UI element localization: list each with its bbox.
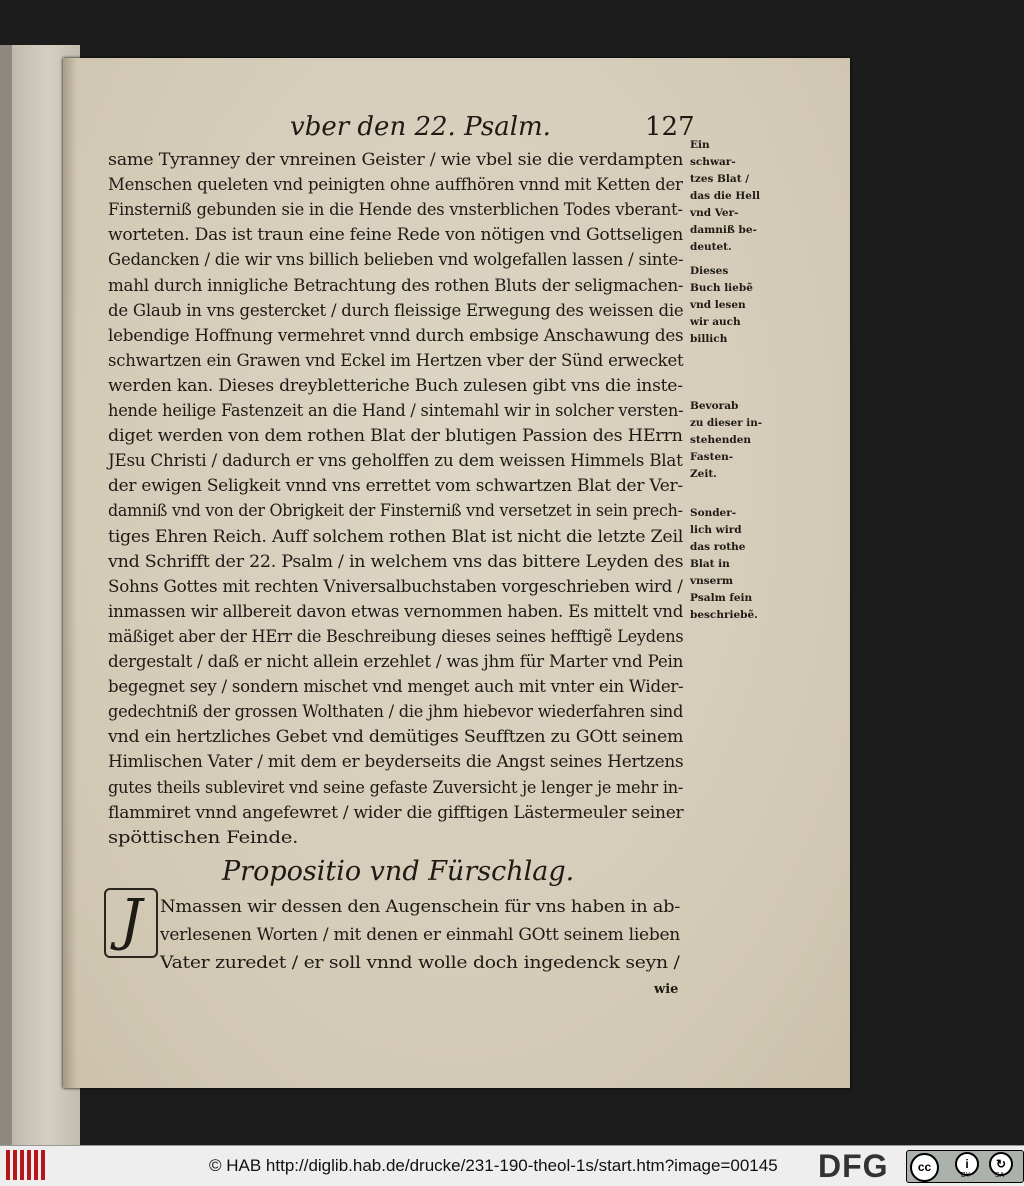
text-line: schwartzen ein Grawen vnd Eckel im Hertzen vber der Sünd erwecket xyxy=(108,350,684,371)
text-line: Finsterniß gebunden sie in die Hende des vnsterblichen Todes vberant- xyxy=(108,200,683,221)
text-line: diget werden von dem rothen Blat der blutigen Passion des HErrn xyxy=(108,426,683,447)
text-line: mahl durch innigliche Betrachtung des rothen Bluts der seligmachen- xyxy=(108,275,684,296)
text-line: Vater zuredet / er soll vnnd wolle doch ingedenck seyn / xyxy=(160,953,680,973)
text-line: verlesenen Worten / mit denen er einmahl GOtt seinem lieben xyxy=(160,925,680,945)
catchword: wie xyxy=(654,982,679,997)
margin-note-line: Psalm fein xyxy=(690,592,753,604)
text-line: werden kan. Dieses dreybletteriche Buch zulesen gibt vns die inste- xyxy=(108,375,683,396)
margin-note-line: Zeit. xyxy=(690,468,717,480)
margin-note-line: Dieses xyxy=(690,265,729,277)
text-line: Sohns Gottes mit rechten Vniversalbuchstaben vorgeschrieben wird / xyxy=(108,576,683,597)
section-heading: Propositio vnd Fürschlag. xyxy=(222,856,575,887)
text-line: gedechtniß der grossen Wolthaten / die jhm hiebevor wiederfahren sind xyxy=(108,702,684,723)
margin-note-line: schwar- xyxy=(690,156,736,168)
margin-note-line: das die Hell xyxy=(690,190,760,202)
margin-note-line: damniß be- xyxy=(690,224,757,236)
sa-icon: ↻ xyxy=(989,1152,1013,1176)
page-number: 127 xyxy=(645,112,695,142)
text-line: same Tyranney der vnreinen Geister / wie vbel sie die verdampten xyxy=(108,150,684,170)
margin-note-line: vnd Ver- xyxy=(690,207,739,219)
text-line: mäßiget aber der HErr die Beschreibung dieses seines hefftigẽ Leydens xyxy=(108,626,684,647)
text-line: de Glaub in vns gestercket / durch fleissige Erwegung des weissen die xyxy=(108,300,684,321)
margin-note-line: tzes Blat / xyxy=(690,173,750,185)
margin-note-line: das rothe xyxy=(690,541,746,553)
margin-note-line: beschriebẽ. xyxy=(690,609,758,621)
by-label: BY xyxy=(961,1172,971,1179)
by-icon: i xyxy=(955,1152,979,1176)
text-line: Nmassen wir dessen den Augenschein für vns haben in ab- xyxy=(160,897,681,917)
hab-logo[interactable] xyxy=(6,1150,48,1180)
text-line: vnd Schrifft der 22. Psalm / in welchem vns das bittere Leyden des xyxy=(108,551,684,572)
text-line: dergestalt / daß er nicht allein erzehlet / was jhm für Marter vnd Pein xyxy=(108,652,684,672)
text-line: der ewigen Seligkeit vnnd vns errettet vom schwartzen Blat der Ver- xyxy=(108,476,683,497)
page-gutter-shadow xyxy=(63,58,77,1088)
margin-note-line: Ein xyxy=(690,139,710,151)
margin-note-line: Blat in xyxy=(690,558,730,570)
margin-note-line: zu dieser in- xyxy=(690,417,763,429)
text-line: vnd ein hertzliches Gebet vnd demütiges Seufftzen zu GOtt seinem xyxy=(108,727,684,748)
text-line: spöttischen Feinde. xyxy=(108,827,299,848)
text-line: Menschen queleten vnd peinigten ohne auffhören vnnd mit Ketten der xyxy=(108,175,683,196)
dfg-logo[interactable]: DFG xyxy=(818,1148,889,1184)
margin-note-line: vnserm xyxy=(690,575,733,587)
decorated-initial: J xyxy=(104,888,158,958)
text-line: JEsu Christi / dadurch er vns geholffen zu dem weissen Himmels Blat xyxy=(108,451,683,472)
text-line: damniß vnd von der Obrigkeit der Finsterniß vnd versetzet in sein prech- xyxy=(108,501,683,522)
text-line: worteten. Das ist traun eine feine Rede von nötigen vnd Gottseligen xyxy=(108,225,683,246)
margin-note-line: billich xyxy=(690,333,728,345)
margin-note-line: wir auch xyxy=(690,316,741,328)
text-line: flammiret vnnd angefewret / wider die gifftigen Lästermeuler seiner xyxy=(108,802,684,823)
text-line: hende heilige Fastenzeit an die Hand / sintemahl wir in solcher versten- xyxy=(108,401,684,421)
sa-label: SA xyxy=(995,1172,1005,1179)
margin-note-line: Buch liebẽ xyxy=(690,282,753,294)
copyright-link[interactable]: © HAB http://diglib.hab.de/drucke/231-190-theol-1s/start.htm?image=00145 xyxy=(209,1156,778,1175)
margin-note-line: deutet. xyxy=(690,241,732,253)
text-line: gutes theils subleviret vnd seine gefaste Zuversicht je lenger je mehr in- xyxy=(108,777,684,798)
cc-license-badge[interactable] xyxy=(906,1150,1024,1183)
cc-icon: cc xyxy=(910,1153,939,1182)
margin-note-line: Fasten- xyxy=(690,451,734,463)
margin-note-line: Sonder- xyxy=(690,507,737,519)
margin-note-line: Bevorab xyxy=(690,400,739,412)
text-line: lebendige Hoffnung vermehret vnnd durch embsige Anschawung des xyxy=(108,325,684,346)
previous-page-spine xyxy=(0,45,12,1145)
text-line: Himlischen Vater / mit dem er beyderseits die Angst seines Hertzens xyxy=(108,752,684,773)
text-line: Gedancken / die wir vns billich belieben vnd wolgefallen lassen / sinte- xyxy=(108,250,684,271)
text-line: inmassen wir allbereit davon etwas vernommen haben. Es mittelt vnd xyxy=(108,601,684,622)
text-line: tiges Ehren Reich. Auff solchem rothen Blat ist nicht die letzte Zeil xyxy=(108,526,684,547)
margin-note-line: lich wird xyxy=(690,524,742,536)
text-line: begegnet sey / sondern mischet vnd menget auch mit vnter ein Wider- xyxy=(108,677,684,698)
margin-note-line: vnd lesen xyxy=(690,299,746,311)
running-header: vber den 22. Psalm. xyxy=(290,112,551,142)
margin-note-line: stehenden xyxy=(690,434,752,446)
